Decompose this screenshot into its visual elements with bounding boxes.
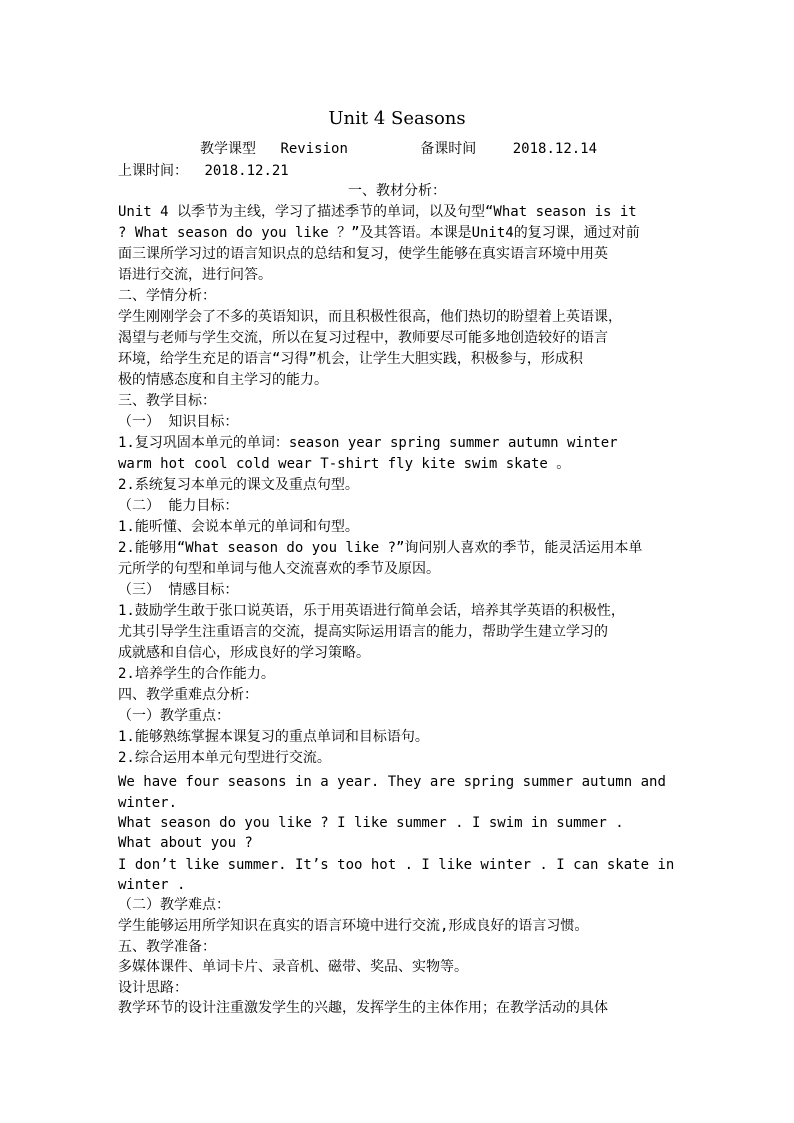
text-line: 面三课所学习过的语言知识点的总结和复习，使学生能够在真实语言环境中用英 (118, 246, 608, 262)
text-line: （三） 情感目标： (118, 582, 239, 598)
text-line: （二） 能力目标： (118, 498, 239, 514)
section-heading: 一、教材分析： (348, 183, 446, 199)
text-line: What about you ? (118, 835, 253, 851)
text-line: 成就感和自信心，形成良好的学习策略。 (118, 645, 370, 661)
text-line: 多媒体课件、单词卡片、录音机、磁带、奖品、实物等。 (118, 959, 468, 975)
text-line: 1.鼓励学生敢于张口说英语，乐于用英语进行简单会话，培养其学英语的积极性， (118, 603, 625, 619)
text-line: 2.系统复习本单元的课文及重点句型。 (118, 477, 359, 493)
text-line: 极的情感态度和自主学习的能力。 (118, 372, 328, 388)
document-title: Unit 4 Seasons (328, 108, 466, 129)
text-line: （一）教学重点： (118, 708, 230, 724)
text-line: warm hot cool cold wear T-shirt fly kite swim skate 。 (118, 456, 571, 472)
text-line: 环境，给学生充足的语言“习得”机会，让学生大胆实践，积极参与，形成积 (118, 351, 583, 367)
text-line: 三、教学目标： (118, 393, 216, 409)
text-line: 1.能听懂、会说本单元的单词和句型。 (118, 519, 359, 535)
text-line: ? What season do you like ？”及其答语。本课是Unit4的复习课，通过对前 (118, 225, 640, 241)
text-line: 四、教学重难点分析： (118, 687, 258, 703)
text-line: 2.能够用“What season do you like ?”询问别人喜欢的季节，能灵活运用本单 (118, 540, 643, 556)
lesson-type-label: 教学课型 (200, 141, 256, 157)
text-line: （二）教学难点： (118, 897, 230, 913)
text-line: 元所学的句型和单词与他人交流喜欢的季节及原因。 (118, 561, 440, 577)
text-line: 1.复习巩固本单元的单词：season year spring summer autumn winter (118, 435, 618, 451)
text-line: winter. (118, 795, 178, 811)
text-line: winter . (118, 877, 186, 893)
class-time-label: 上课时间： (118, 163, 188, 179)
text-line: Unit 4 以季节为主线，学习了描述季节的单词，以及句型“What season is it (118, 204, 637, 220)
text-line: 学生能够运用所学知识在真实的语言环境中进行交流,形成良好的语言习惯。 (118, 918, 589, 934)
text-line: 学生刚刚学会了不多的英语知识，而且积极性很高，他们热切的盼望着上英语课， (118, 309, 622, 325)
text-line: What season do you like ? I like summer . I swim in summer . (118, 815, 624, 831)
text-line: We have four seasons in a year. They are spring summer autumn and (118, 774, 666, 790)
class-time-row (118, 162, 678, 180)
text-line: 2.综合运用本单元句型进行交流。 (118, 750, 331, 766)
text-line: （一） 知识目标： (118, 414, 239, 430)
prep-time-value: 2018.12.14 (512, 141, 598, 157)
text-line: 二、学情分析： (118, 288, 216, 304)
text-line: 尤其引导学生注重语言的交流，提高实际运用语言的能力，帮助学生建立学习的 (118, 624, 608, 640)
prep-time-label: 备课时间 (420, 141, 477, 157)
class-time-value: 2018.12.21 (204, 163, 289, 179)
text-line: 语进行交流，进行问答。 (118, 267, 272, 283)
text-line: 教学环节的设计注重激发学生的兴趣，发挥学生的主体作用；在教学活动的具体 (118, 1000, 608, 1016)
text-line: 设计思路： (118, 980, 188, 996)
text-line: 渴望与老师与学生交流，所以在复习过程中，教师要尽可能多地创造较好的语言 (118, 330, 608, 346)
lesson-type-value: Revision (280, 141, 348, 157)
text-line: 1.能够熟练掌握本课复习的重点单词和目标语句。 (118, 729, 429, 745)
text-line: I don’t like summer. It’s too hot . I like winter . I can skate in (118, 857, 675, 873)
lesson-meta-row (200, 140, 620, 158)
text-line: 2.培养学生的合作能力。 (118, 666, 275, 682)
text-line: 五、教学准备： (118, 939, 216, 955)
